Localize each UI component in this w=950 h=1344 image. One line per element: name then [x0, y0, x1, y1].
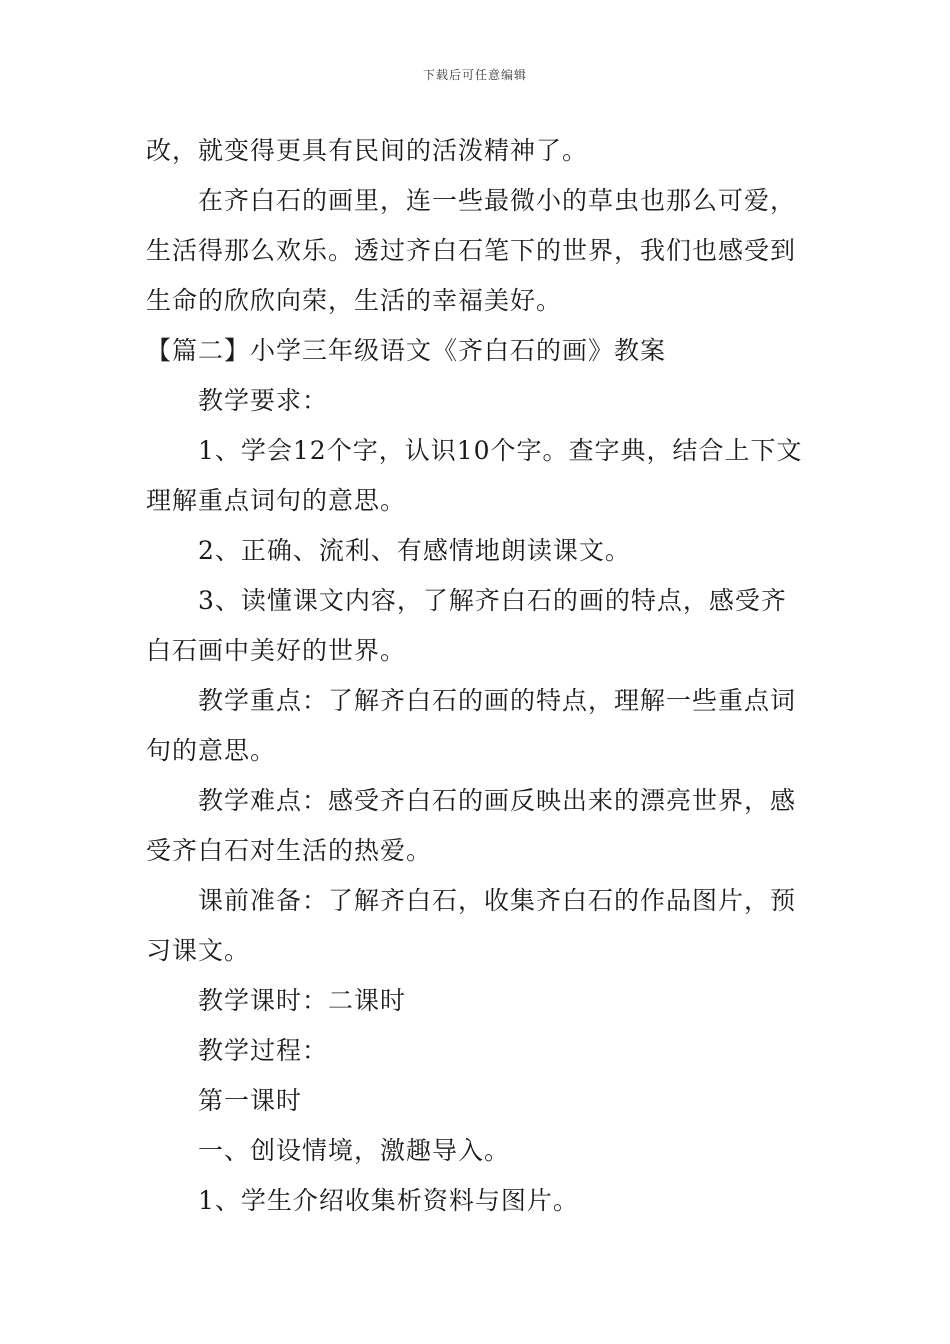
paragraph: 在齐白石的画里，连一些最微小的草虫也那么可爱，生活得那么欢乐。透过齐白石笔下的世界，我们也感受到生命的欣欣向荣，生活的幸福美好。 — [146, 186, 797, 315]
list-item: 1、学生介绍收集析资料与图片。 — [198, 1186, 579, 1215]
section-heading: 【篇二】小学三年级语文《齐白石的画》教案 — [146, 336, 667, 365]
paragraph: 教学要求： — [198, 386, 329, 415]
page-header: 下载后可任意编辑 — [422, 68, 527, 82]
paragraph: 教学课时：二课时 — [198, 986, 407, 1015]
paragraph-continuation: 改，就变得更具有民间的活泼精神了。 — [146, 136, 589, 165]
subheading: 第一课时 — [198, 1086, 303, 1115]
list-item: 2、正确、流利、有感情地朗读课文。 — [198, 536, 631, 565]
paragraph: 教学过程： — [198, 1036, 329, 1065]
paragraph: 课前准备：了解齐白石，收集齐白石的作品图片，预习课文。 — [146, 886, 797, 965]
paragraph: 教学难点：感受齐白石的画反映出来的漂亮世界，感受齐白石对生活的热爱。 — [146, 786, 797, 865]
document-body — [146, 126, 808, 1226]
paragraph: 一、创设情境，激趣导入。 — [198, 1136, 511, 1165]
list-item: 1、学会12个字，认识10个字。查字典，结合上下文理解重点词句的意思。 — [146, 436, 803, 515]
list-item: 3、读懂课文内容，了解齐白石的画的特点，感受齐白石画中美好的世界。 — [146, 586, 787, 665]
paragraph: 教学重点：了解齐白石的画的特点，理解一些重点词句的意思。 — [146, 686, 797, 765]
